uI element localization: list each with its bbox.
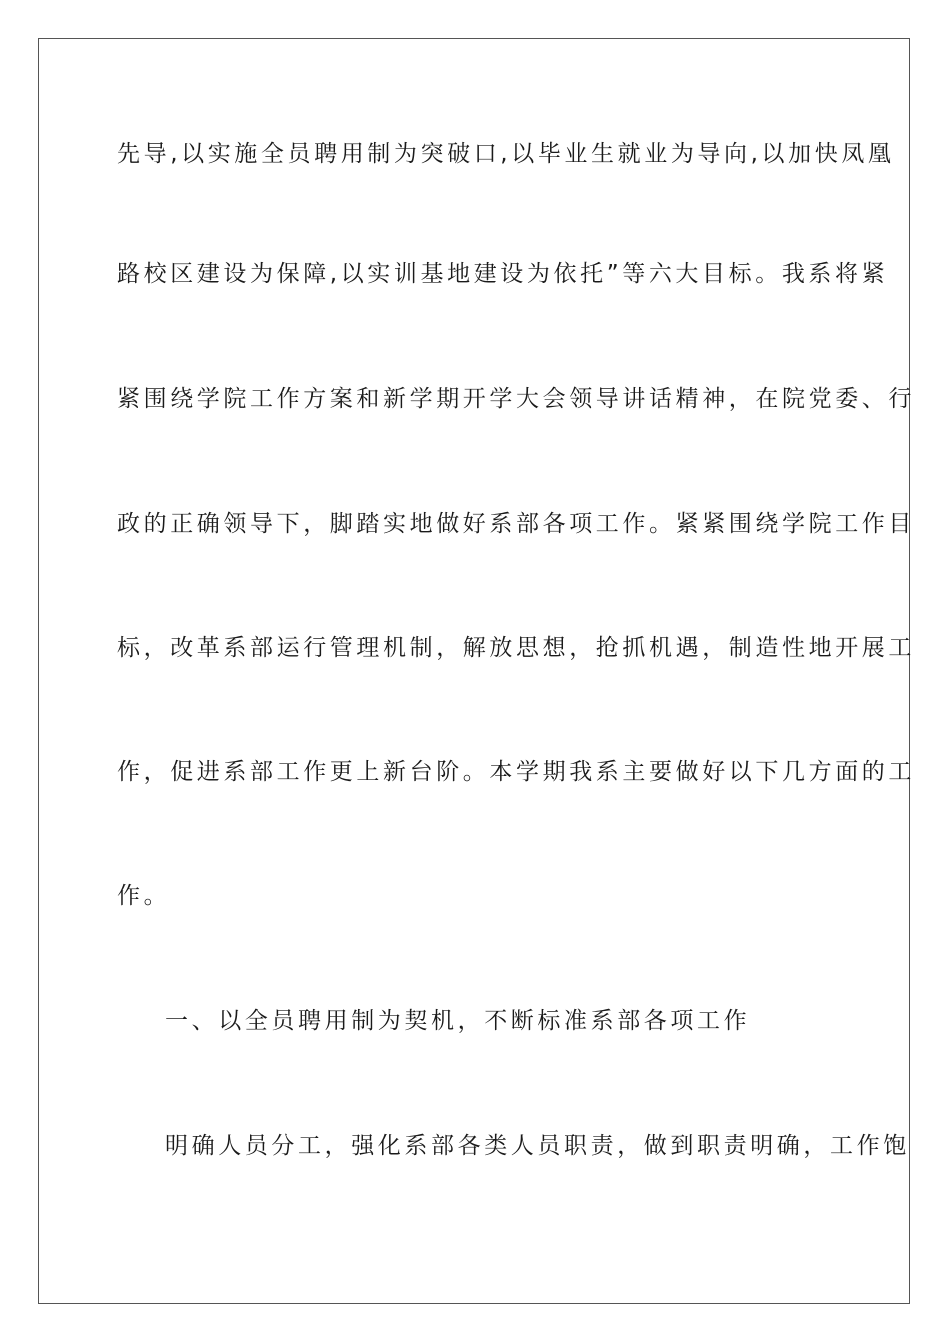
body-text-line-3: 紧围绕学院工作方案和新学期开学大会领导讲话精神，在院党委、行	[117, 386, 915, 412]
page-border	[38, 38, 915, 1304]
section-heading: 一、以全员聘用制为契机，不断标准系部各项工作	[165, 1008, 751, 1034]
body-text-line-2: 路校区建设为保障,以实训基地建设为依托”等六大目标。我系将紧	[117, 261, 889, 287]
body-text-line-7: 作。	[117, 883, 171, 909]
body-text-line-5: 标，改革系部运行管理机制，解放思想，抢抓机遇，制造性地开展工	[117, 635, 915, 661]
paragraph-first-line: 明确人员分工，强化系部各类人员职责，做到职责明确，工作饱	[165, 1133, 910, 1159]
body-text-line-4: 政的正确领导下，脚踏实地做好系部各项工作。紧紧围绕学院工作目	[117, 511, 915, 537]
body-text-line-6: 作，促进系部工作更上新台阶。本学期我系主要做好以下几方面的工	[117, 759, 915, 785]
body-text-line-1: 先导,以实施全员聘用制为突破口,以毕业生就业为导向,以加快凤凰	[117, 141, 895, 167]
